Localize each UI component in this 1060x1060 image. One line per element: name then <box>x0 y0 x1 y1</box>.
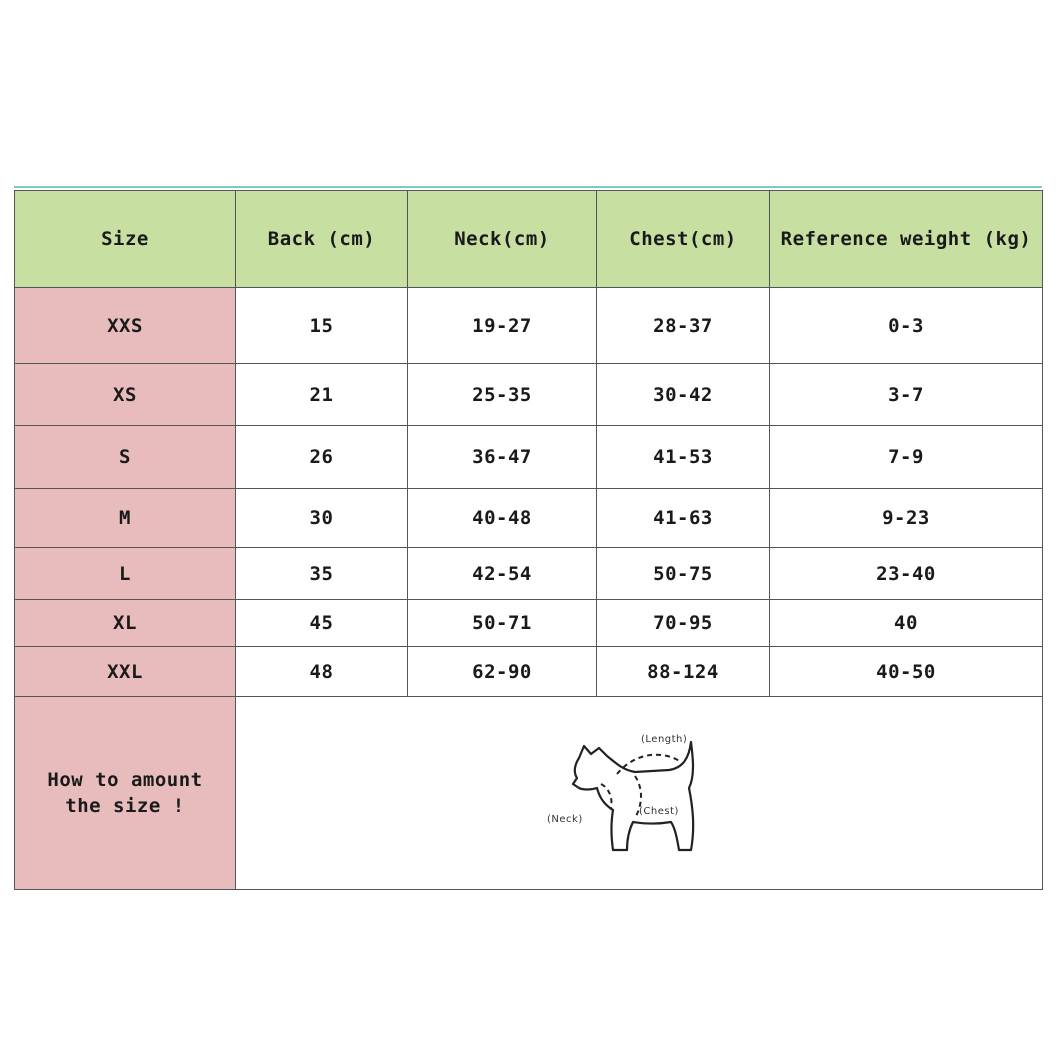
back-cell: 45 <box>236 600 408 647</box>
neck-cell: 19-27 <box>408 288 597 364</box>
table-row <box>15 364 1043 426</box>
table-row <box>15 489 1043 548</box>
back-cell: 30 <box>236 489 408 548</box>
size-cell: L <box>15 548 236 600</box>
back-cell: 35 <box>236 548 408 600</box>
neck-cell: 36-47 <box>408 426 597 489</box>
size-cell: S <box>15 426 236 489</box>
weight-cell: 40 <box>770 600 1043 647</box>
table-row <box>15 647 1043 697</box>
chest-label: (Chest) <box>639 806 679 817</box>
header-size: Size <box>15 191 236 288</box>
size-cell: XXS <box>15 288 236 364</box>
weight-cell: 9-23 <box>770 489 1043 548</box>
chest-cell: 88-124 <box>597 647 770 697</box>
table-row <box>15 548 1043 600</box>
chest-cell: 28-37 <box>597 288 770 364</box>
weight-cell: 0-3 <box>770 288 1043 364</box>
weight-cell: 3-7 <box>770 364 1043 426</box>
header-neck: Neck(cm) <box>408 191 597 288</box>
neck-cell: 42-54 <box>408 548 597 600</box>
header-chest: Chest(cm) <box>597 191 770 288</box>
neck-cell: 62-90 <box>408 647 597 697</box>
neck-cell: 40-48 <box>408 489 597 548</box>
neck-cell: 25-35 <box>408 364 597 426</box>
size-cell: XL <box>15 600 236 647</box>
back-cell: 48 <box>236 647 408 697</box>
neck-cell: 50-71 <box>408 600 597 647</box>
table-row <box>15 288 1043 364</box>
chest-cell: 30-42 <box>597 364 770 426</box>
header-weight: Reference weight (kg) <box>770 191 1043 288</box>
back-cell: 26 <box>236 426 408 489</box>
top-rule <box>14 186 1042 188</box>
size-cell: M <box>15 489 236 548</box>
table-row <box>15 600 1043 647</box>
weight-cell: 40-50 <box>770 647 1043 697</box>
size-chart-table <box>14 190 1043 890</box>
size-cell: XXL <box>15 647 236 697</box>
chest-cell: 70-95 <box>597 600 770 647</box>
weight-cell: 7-9 <box>770 426 1043 489</box>
header-back: Back (cm) <box>236 191 408 288</box>
dog-measurement-diagram <box>539 718 739 868</box>
dog-diagram-cell <box>236 697 1043 890</box>
measure-guide-row <box>15 697 1043 890</box>
weight-cell: 23-40 <box>770 548 1043 600</box>
length-label: (Length) <box>641 734 688 745</box>
size-cell: XS <box>15 364 236 426</box>
how-to-measure-label: How to amount the size ! <box>15 697 236 890</box>
table-row <box>15 426 1043 489</box>
back-cell: 15 <box>236 288 408 364</box>
chest-cell: 50-75 <box>597 548 770 600</box>
back-cell: 21 <box>236 364 408 426</box>
chest-cell: 41-53 <box>597 426 770 489</box>
chest-cell: 41-63 <box>597 489 770 548</box>
header-row <box>15 191 1043 288</box>
neck-label: (Neck) <box>547 814 583 825</box>
